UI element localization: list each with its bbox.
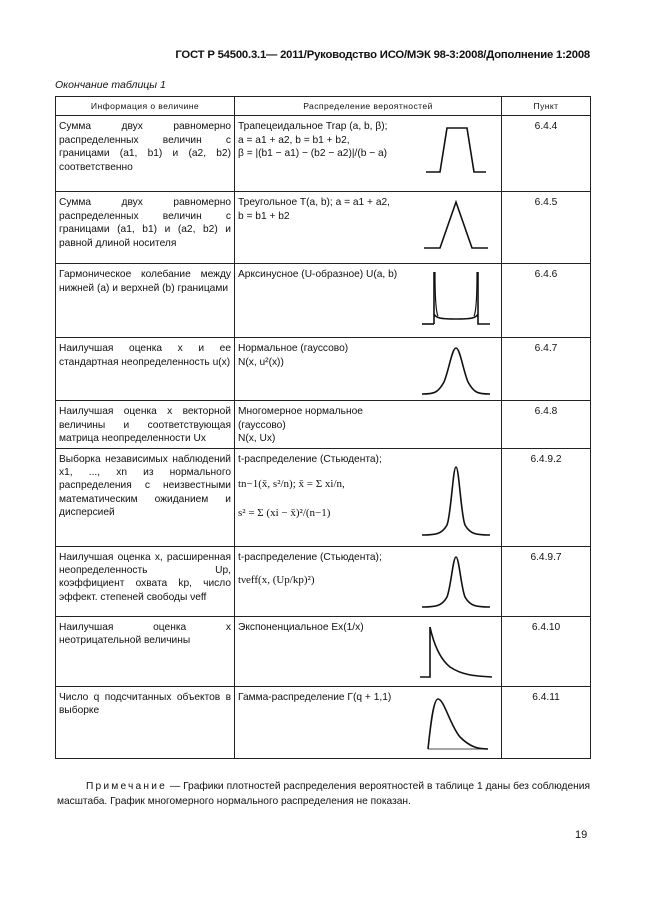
table-note <box>57 779 590 809</box>
row-graph <box>412 264 502 338</box>
exponential-density-graph <box>416 621 496 683</box>
page-number: 19 <box>575 829 588 841</box>
table-row <box>56 546 591 616</box>
row-graph <box>412 686 502 758</box>
table-row <box>56 338 591 401</box>
row-formula <box>235 686 412 758</box>
row-formula <box>235 448 412 546</box>
row-formula <box>235 116 412 192</box>
formula-line: N(x, u²(x)) <box>238 356 284 368</box>
row-graph <box>412 546 502 616</box>
note-lead: Примечание <box>86 781 167 792</box>
row-clause: 6.4.4 <box>502 116 591 192</box>
formula-line: t-распределение (Стьюдента); <box>238 453 382 465</box>
arcsine-density-graph <box>416 268 496 328</box>
row-clause: 6.4.8 <box>502 401 591 448</box>
document-header: ГОСТ Р 54500.3.1— 2011/Руководство ИСО/МЭК 98-3:2008/Дополнение 1:2008 <box>175 49 590 61</box>
trapezoid-density-graph <box>416 120 496 180</box>
student-t-density-graph <box>416 453 496 541</box>
table-caption: Окончание таблицы 1 <box>55 79 166 91</box>
table-row <box>56 686 591 758</box>
column-header-clause: Пункт <box>502 97 591 116</box>
row-info: Число q подсчитанных объектов в выборке <box>56 686 235 758</box>
row-graph <box>412 448 502 546</box>
normal-density-graph <box>416 342 496 400</box>
row-clause: 6.4.7 <box>502 338 591 401</box>
row-formula <box>235 616 412 686</box>
formula-line: Гамма-распределение Γ(q + 1,1) <box>238 691 392 703</box>
row-info: Наилучшая оценка x неотрицательной величины <box>56 616 235 686</box>
formula-line: b = b1 + b2 <box>238 210 290 222</box>
formula-line: Арксинусное (U-образное) U(a, b) <box>238 269 398 281</box>
row-info: Сумма двух равномерно распределенных величин с границами (a1, b1) и (a2, b2) соответственно <box>56 116 235 192</box>
row-graph <box>412 401 502 448</box>
table-row <box>56 192 591 264</box>
column-header-info: Информация о величине <box>56 97 235 116</box>
table-header-row <box>56 97 591 116</box>
row-graph <box>412 616 502 686</box>
formula-line: tνeff(x, (Up/kp)²) <box>238 574 315 587</box>
row-clause: 6.4.10 <box>502 616 591 686</box>
row-clause: 6.4.9.7 <box>502 546 591 616</box>
row-graph <box>412 116 502 192</box>
formula-line: tn−1(x̄, s²/n); x̄ = Σ xi/n, <box>238 478 345 491</box>
row-clause: 6.4.5 <box>502 192 591 264</box>
row-clause: 6.4.6 <box>502 264 591 338</box>
row-formula <box>235 264 412 338</box>
row-formula <box>235 192 412 264</box>
student-t-expanded-density-graph <box>416 551 496 613</box>
row-info: Наилучшая оценка x векторной величины и соответствующая матрица неопределенности Ux <box>56 401 235 448</box>
row-graph <box>412 192 502 264</box>
row-formula <box>235 401 412 448</box>
formula-line: Экспоненциальное Ex(1/x) <box>238 621 364 633</box>
formula-line: N(x, Ux) <box>238 433 276 445</box>
note-text: — Графики плотностей распределения вероятностей в таблице 1 даны без соблюдения масштаба. График многомерного нормального распределения не показан. <box>57 781 590 807</box>
formula-line: Нормальное (гауссово) <box>238 343 349 355</box>
row-formula <box>235 546 412 616</box>
formula-line: β = |(b1 − a1) − (b2 − a2)|/(b − a) <box>238 148 388 160</box>
table-row <box>56 448 591 546</box>
row-formula <box>235 338 412 401</box>
row-info: Наилучшая оценка x и ее стандартная неопределенность u(x) <box>56 338 235 401</box>
formula-line: Многомерное нормальное (гауссово) <box>238 406 363 431</box>
row-clause: 6.4.9.2 <box>502 448 591 546</box>
row-clause: 6.4.11 <box>502 686 591 758</box>
row-graph <box>412 338 502 401</box>
formula-line: s² = Σ (xi − x̄)²/(n−1) <box>238 507 331 520</box>
formula-line: Треугольное T(a, b); a = a1 + a2, <box>238 197 390 209</box>
table-row <box>56 401 591 448</box>
table-row <box>56 264 591 338</box>
row-info: Выборка независимых наблюдений x1, ..., xn из нормального распределения с неизвестными математическим ожиданием и дисперсией <box>56 448 235 546</box>
row-info: Сумма двух равномерно распределенных величин с границами (a1, b1) и (a2, b2) и равной длиной носителя <box>56 192 235 264</box>
formula-line: t-распределение (Стьюдента); <box>238 551 382 563</box>
table-row <box>56 116 591 192</box>
column-header-distribution: Распределение вероятностей <box>235 97 502 116</box>
gamma-density-graph <box>416 691 496 755</box>
table-row <box>56 616 591 686</box>
formula-line: a = a1 + a2, b = b1 + b2, <box>238 134 350 146</box>
triangle-density-graph <box>416 196 496 256</box>
row-info: Гармоническое колебание между нижней (a) и верхней (b) границами <box>56 264 235 338</box>
distribution-table <box>55 96 591 759</box>
row-info: Наилучшая оценка x, расширенная неопределенность Up, коэффициент охвата kp, число эффект. степеней свободы νeff <box>56 546 235 616</box>
formula-line: Трапецеидальное Trap (a, b, β); <box>238 121 388 133</box>
